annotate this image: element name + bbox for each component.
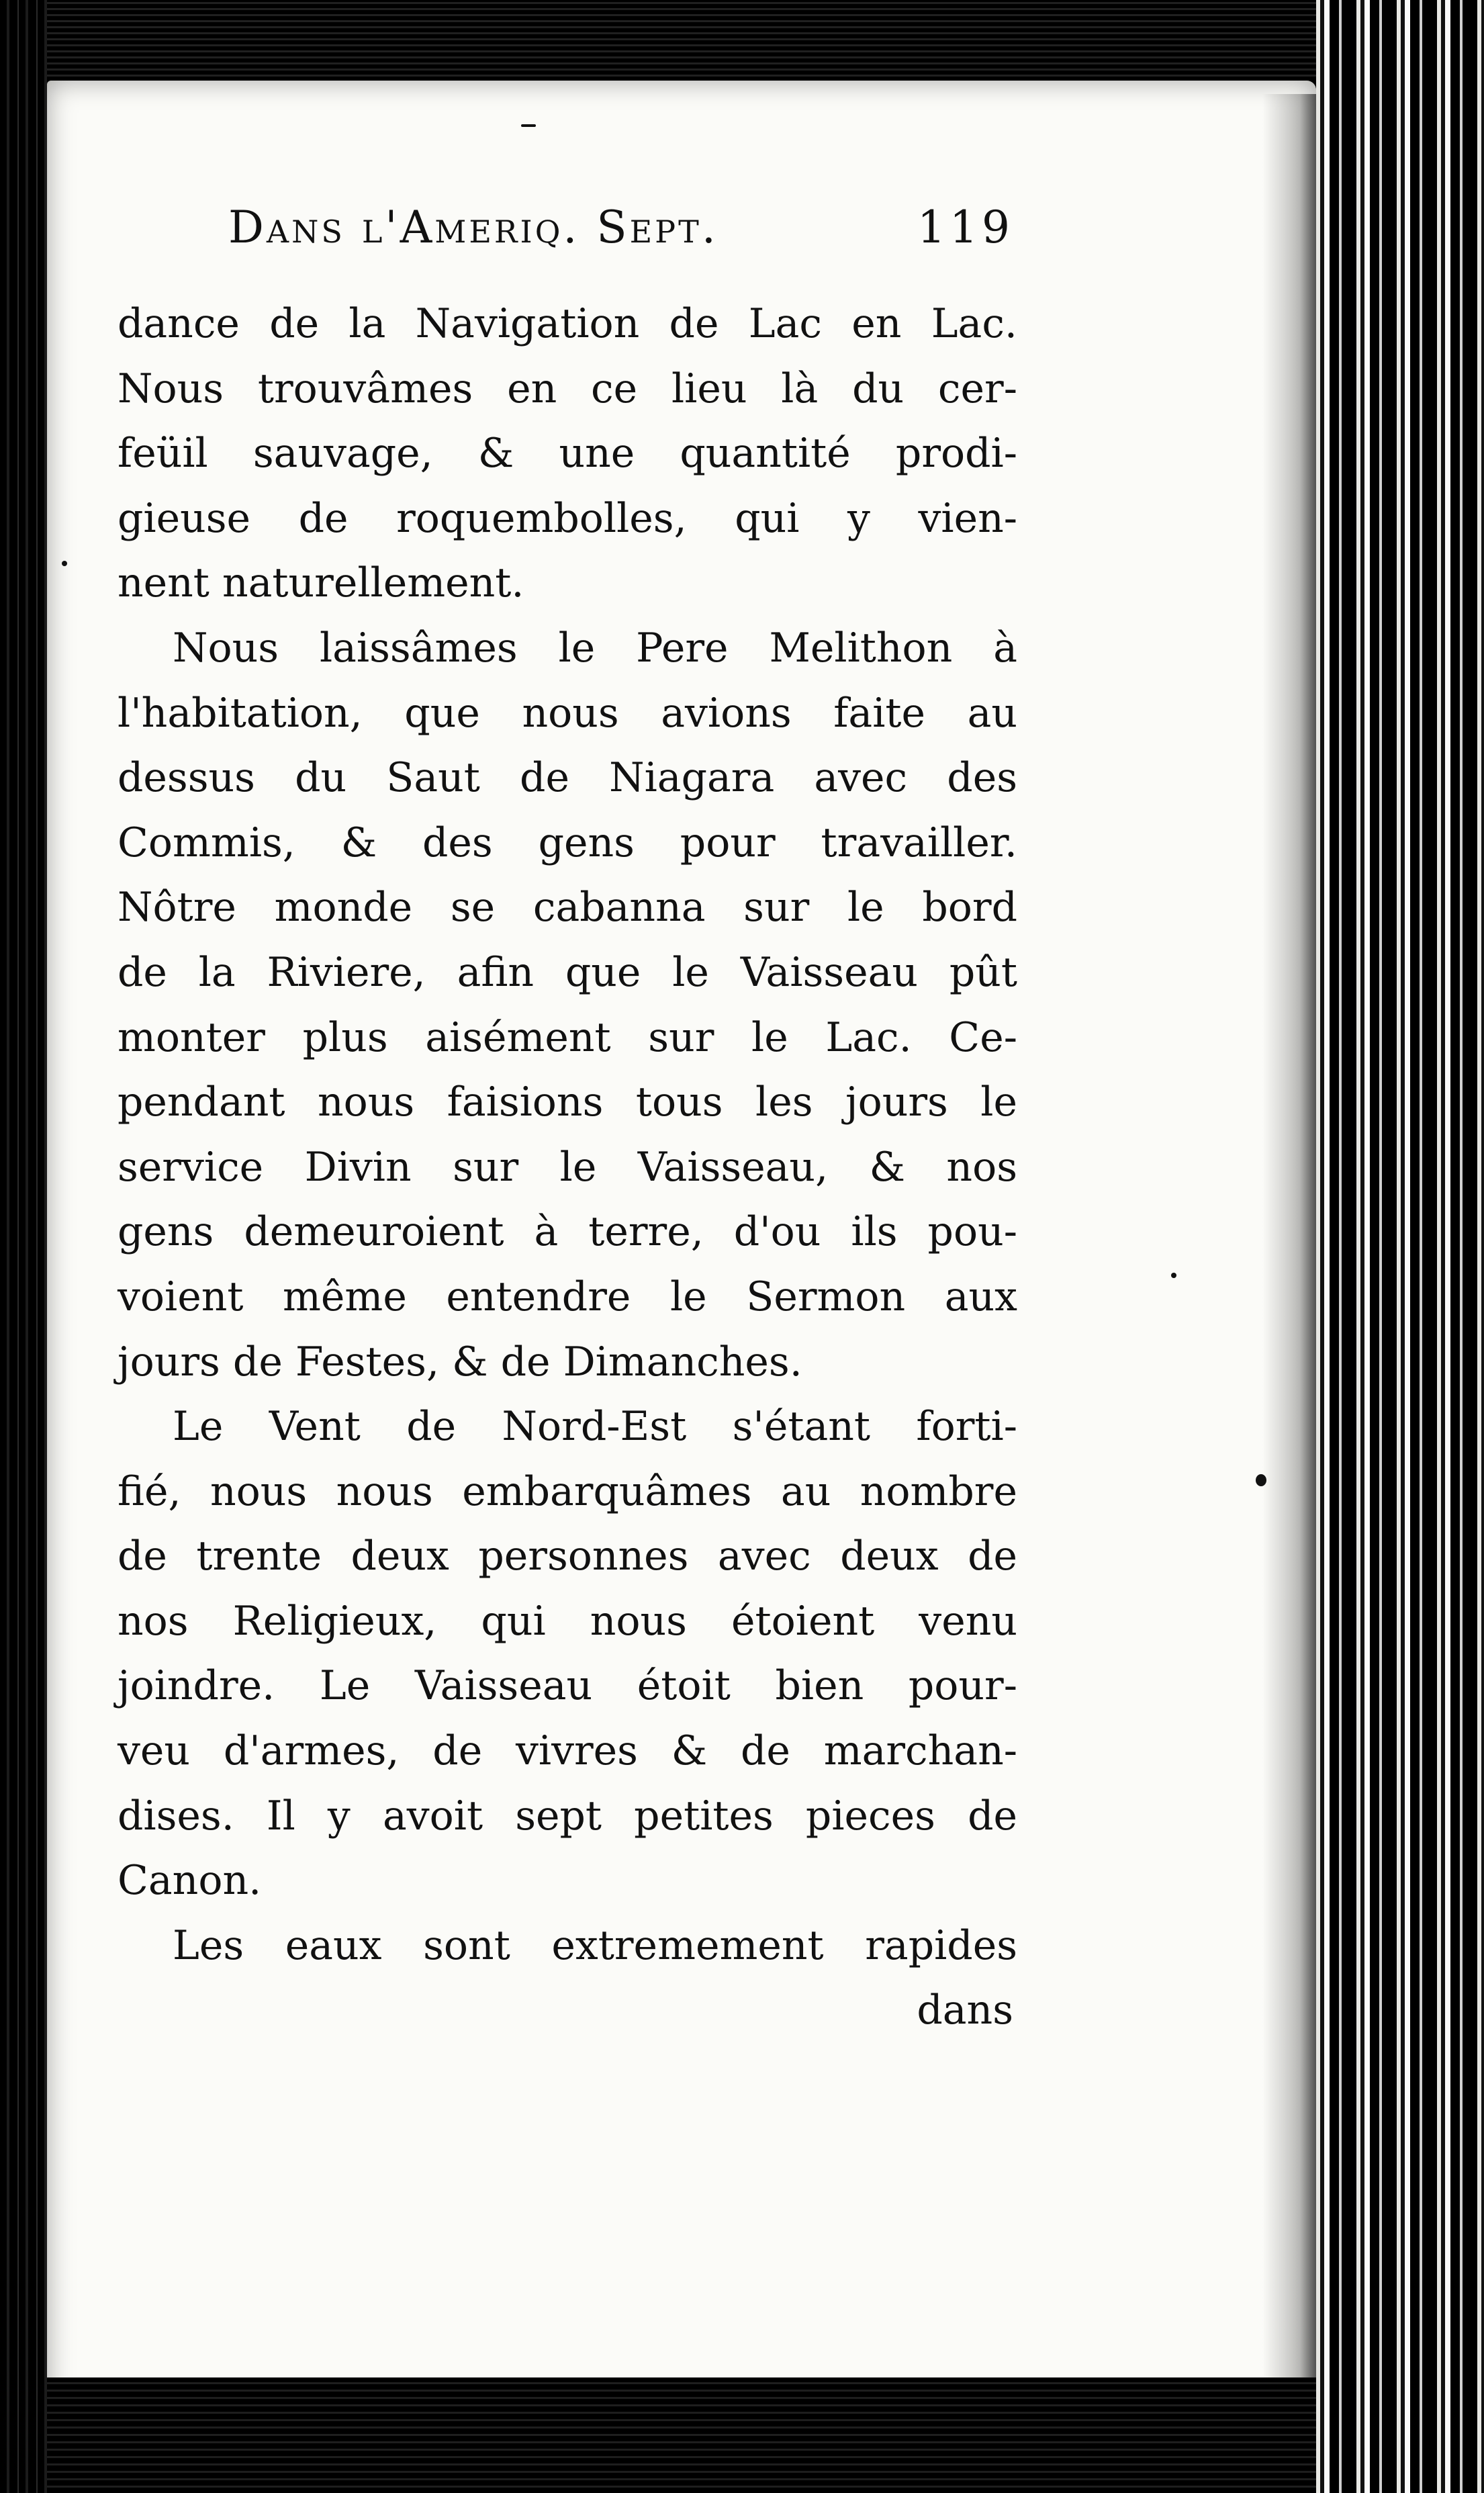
text-line: gieuse de roquembolles, qui y vien- [118, 494, 1017, 542]
scan-right-border [1316, 0, 1484, 2493]
text-line: nos Religieux, qui nous étoient venu [118, 1597, 1017, 1645]
paragraph-start-line: Le Vent de Nord-Est s'étant forti- [173, 1403, 1017, 1451]
body-text [118, 291, 1017, 2043]
text-line: gens demeuroient à terre, d'ou ils pou- [118, 1208, 1017, 1256]
text-line: veu d'armes, de vivres & de marchan- [118, 1727, 1017, 1775]
text-line: dises. Il y avoit sept petites pieces de [118, 1792, 1017, 1840]
scan-speck [521, 124, 536, 127]
scan-speck [62, 561, 67, 566]
text-line: de la Riviere, afin que le Vaisseau pût [118, 948, 1017, 996]
scan-speck [1171, 1273, 1176, 1278]
text-line: jours de Festes, & de Dimanches. [118, 1338, 802, 1386]
scan-bottom-border [47, 2377, 1316, 2493]
paragraph-start-line: Nous laissâmes le Pere Melithon à [173, 624, 1017, 672]
text-line: dessus du Saut de Niagara avec des [118, 754, 1017, 802]
text-line: Canon. [118, 1857, 262, 1905]
text-line: joindre. Le Vaisseau étoit bien pour- [118, 1662, 1017, 1710]
running-head [228, 201, 1014, 282]
text-line: Nôtre monde se cabanna sur le bord [118, 884, 1017, 932]
text-line: l'habitation, que nous avions faite au [118, 689, 1017, 737]
page-number: 119 [917, 201, 1014, 253]
scan-speck [1256, 1474, 1266, 1486]
scan-left-border [0, 0, 47, 2493]
text-line: feüil sauvage, & une quantité prodi- [118, 430, 1017, 478]
text-line: de trente deux personnes avec deux de [118, 1533, 1017, 1580]
text-line: fié, nous nous embarquâmes au nombre [118, 1467, 1017, 1515]
catchword: dans [917, 1987, 1013, 2034]
text-line: monter plus aisément sur le Lac. Ce- [118, 1013, 1017, 1061]
text-line: dance de la Navigation de Lac en Lac. [118, 300, 1017, 347]
text-line: Nous trouvâmes en ce lieu là du cer- [118, 365, 1017, 412]
text-line: service Divin sur le Vaisseau, & nos [118, 1143, 1017, 1191]
scan-top-border [47, 0, 1316, 81]
text-line: pendant nous faisions tous les jours le [118, 1079, 1017, 1126]
paragraph-start-line: Les eaux sont extremement rapides [173, 1921, 1017, 1969]
text-line: Commis, & des gens pour travailler. [118, 819, 1017, 866]
page-gutter-shadow [1262, 94, 1316, 2377]
text-line: nent naturellement. [118, 559, 524, 607]
text-line: voient même entendre le Sermon aux [118, 1273, 1017, 1320]
running-head-title: Dans l'Ameriq. Sept. [228, 201, 718, 253]
